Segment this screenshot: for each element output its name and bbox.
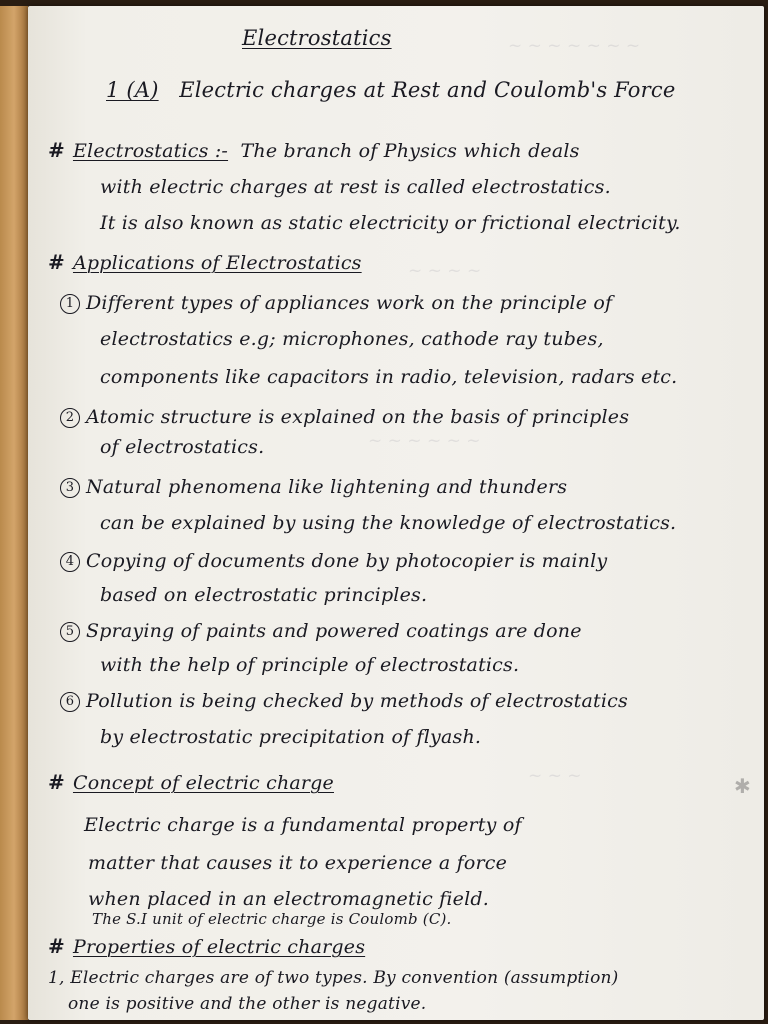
concept-heading-line xyxy=(48,770,334,794)
definition-text: It is also known as static electricity or frictional electricity. xyxy=(100,212,681,234)
circled-number: 6 xyxy=(60,692,80,712)
applications-heading-line xyxy=(48,250,362,274)
application-text: electrostatics e.g; microphones, cathode ray tubes, xyxy=(100,328,604,350)
circled-number: 5 xyxy=(60,622,80,642)
hash-bullet: # xyxy=(48,250,65,274)
properties-heading: Properties of electric charges xyxy=(72,936,366,958)
application-text: components like capacitors in radio, television, radars etc. xyxy=(100,366,678,388)
bleed-through-text: ~ ~ ~ ~ xyxy=(408,261,482,281)
hash-bullet: # xyxy=(48,934,65,958)
circled-number: 2 xyxy=(60,408,80,428)
margin-mark: ✱ xyxy=(734,774,751,798)
section-heading xyxy=(106,78,675,102)
concept-text: Electric charge is a fundamental property of xyxy=(84,814,522,836)
applications-heading: Applications of Electrostatics xyxy=(72,252,362,274)
concept-text: matter that causes it to experience a force xyxy=(88,852,508,874)
circled-number: 1 xyxy=(60,294,80,314)
application-item xyxy=(60,476,567,498)
application-text: Natural phenomena like lightening and thunders xyxy=(86,476,568,498)
definition-text: with electric charges at rest is called electrostatics. xyxy=(100,176,611,198)
hash-bullet: # xyxy=(48,770,65,794)
application-item xyxy=(60,620,582,642)
application-item xyxy=(60,690,628,712)
application-item xyxy=(60,406,629,428)
concept-text: when placed in an electromagnetic field. xyxy=(88,888,490,910)
circled-number: 3 xyxy=(60,478,80,498)
application-text: based on electrostatic principles. xyxy=(100,584,428,606)
hash-bullet: # xyxy=(48,138,65,162)
definition-text: The branch of Physics which deals xyxy=(240,140,580,162)
application-text: Atomic structure is explained on the basis of principles xyxy=(86,406,630,428)
application-text: of electrostatics. xyxy=(100,436,265,458)
property-text: one is positive and the other is negative. xyxy=(68,994,427,1014)
application-text: by electrostatic precipitation of flyash. xyxy=(100,726,482,748)
definition-line xyxy=(48,138,580,162)
section-title: Electric charges at Rest and Coulomb's Force xyxy=(179,78,676,102)
property-text: 1, Electric charges are of two types. By convention (assumption) xyxy=(48,968,619,988)
circled-number: 4 xyxy=(60,552,80,572)
application-text: Copying of documents done by photocopier is mainly xyxy=(86,550,608,572)
si-unit-note: The S.I unit of electric charge is Coulomb (C). xyxy=(92,910,452,928)
application-text: can be explained by using the knowledge of electrostatics. xyxy=(100,512,677,534)
concept-heading: Concept of electric charge xyxy=(72,772,334,794)
application-text: Spraying of paints and powered coatings are done xyxy=(86,620,582,642)
bleed-through-text: ~ ~ ~ ~ ~ ~ ~ xyxy=(508,36,641,56)
properties-heading-line xyxy=(48,934,365,958)
notebook-binding xyxy=(0,6,28,1020)
application-text: with the help of principle of electrostatics. xyxy=(100,654,520,676)
application-text: Different types of appliances work on the principle of xyxy=(86,292,613,314)
section-number: 1 (A) xyxy=(106,78,159,102)
definition-heading: Electrostatics :- xyxy=(72,140,229,162)
bleed-through-text: ~ ~ ~ xyxy=(528,766,582,786)
application-item xyxy=(60,292,612,314)
application-text: Pollution is being checked by methods of electrostatics xyxy=(86,690,628,712)
bleed-through-text: ~ ~ ~ ~ ~ ~ xyxy=(368,431,481,451)
notebook-page xyxy=(28,6,764,1020)
page-title: Electrostatics xyxy=(242,26,392,50)
application-item xyxy=(60,550,607,572)
